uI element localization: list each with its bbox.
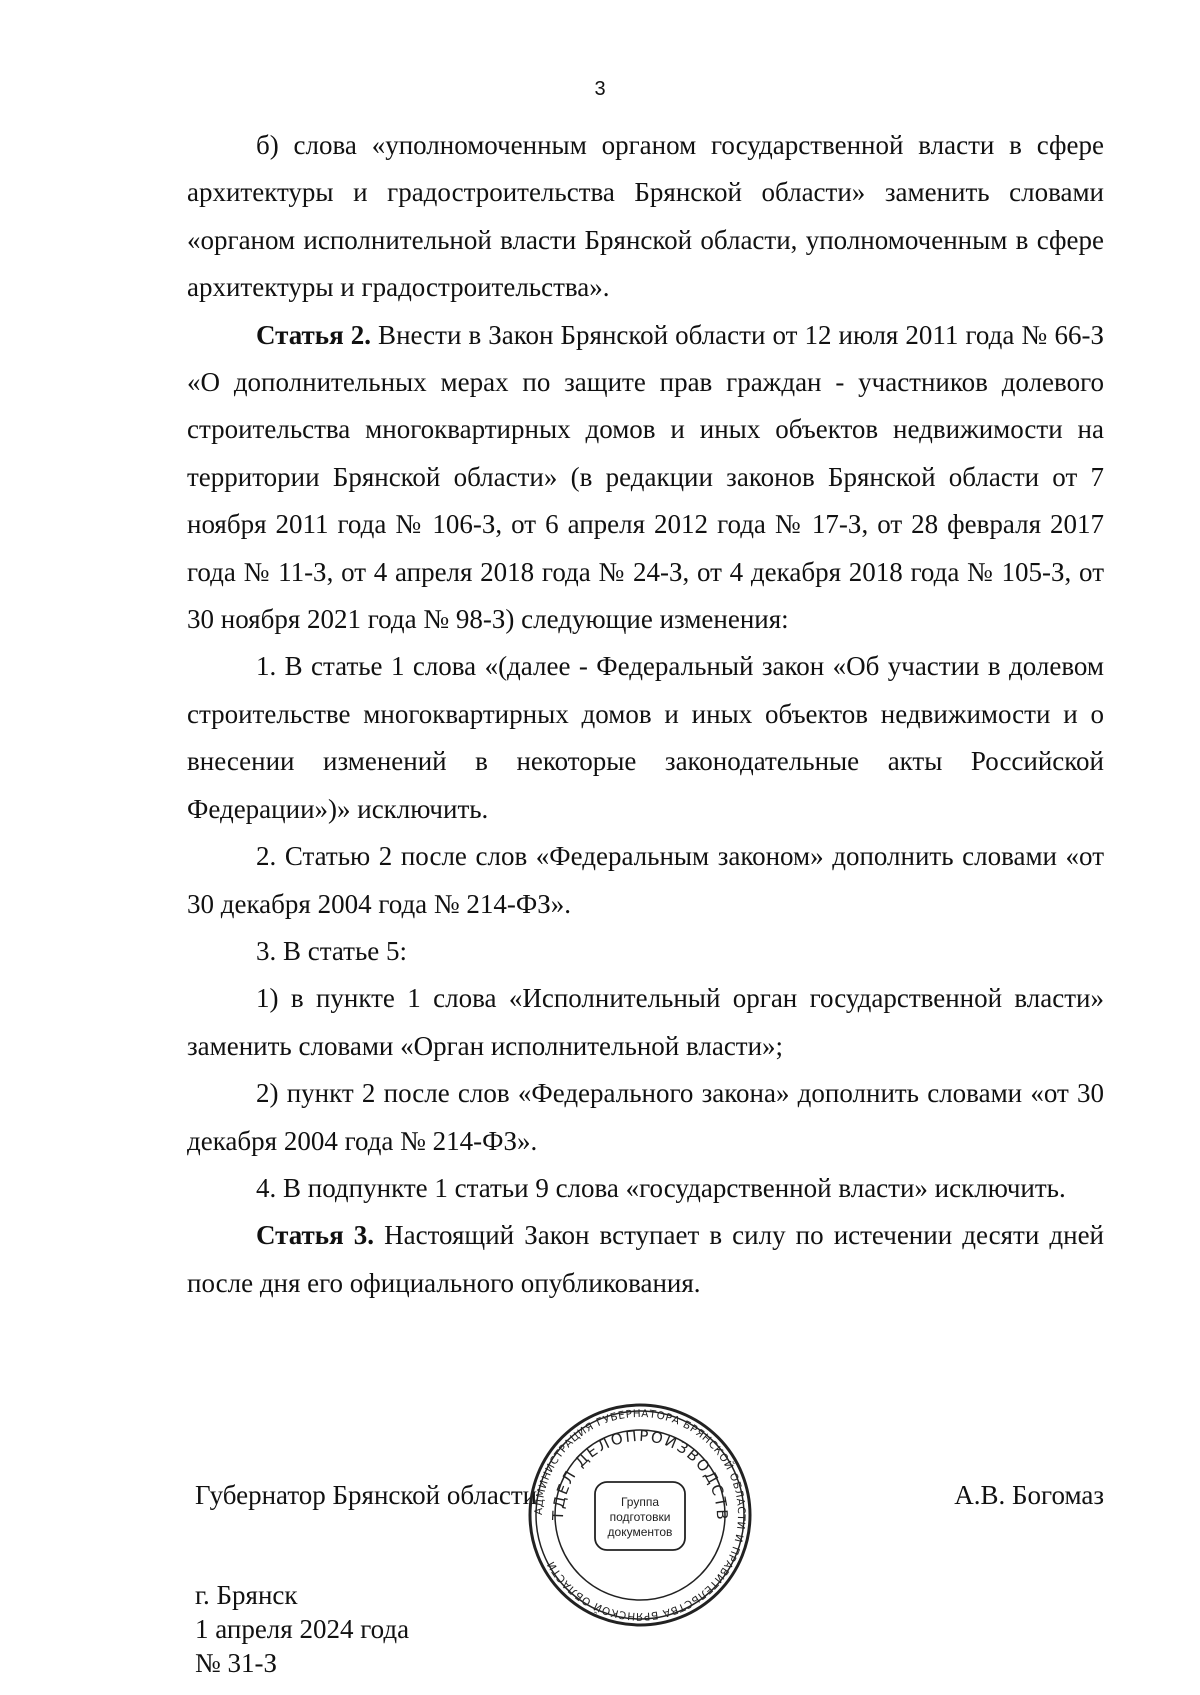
document-footer bbox=[195, 1578, 409, 1680]
paragraph-article-3 bbox=[187, 1212, 1104, 1307]
paragraph-item-2 bbox=[187, 833, 1104, 928]
footer-date: 1 апреля 2024 года bbox=[195, 1614, 410, 1644]
stamp-center-line-3: документов bbox=[607, 1525, 673, 1539]
paragraph-subitem-2 bbox=[187, 1070, 1104, 1165]
paragraph-text: 1. В статье 1 слова «(далее - Федеральный закон «Об участии в долевом строительстве многоквартирных домов и иных объектов недвижимости и о внесении изменений в некоторые законодательные акты Российской Федерации»)» исключить. bbox=[187, 651, 1104, 824]
page-number: 3 bbox=[594, 78, 606, 100]
paragraph-text: 1) в пункте 1 слова «Исполнительный орган государственной власти» заменить словами «Орган исполнительной власти»; bbox=[187, 983, 1104, 1061]
paragraph-item-3 bbox=[187, 928, 1104, 975]
article-3-heading: Статья 3. bbox=[256, 1220, 375, 1251]
paragraph-text: б) слова «уполномоченным органом государственной власти в сфере архитектуры и градостроительства Брянской области» заменить словами «органом исполнительной власти Брянской области, уполномоченным в сфере архитектуры и градостроительства». bbox=[187, 130, 1104, 303]
footer-city: г. Брянск bbox=[195, 1580, 298, 1610]
official-stamp bbox=[525, 1400, 755, 1630]
paragraph-subitem-1 bbox=[187, 975, 1104, 1070]
paragraph-item-4 bbox=[187, 1165, 1104, 1212]
paragraph-text: Настоящий Закон вступает в силу по истечении десяти дней после дня его официального опубликования. bbox=[187, 1220, 1104, 1298]
paragraph-item-1 bbox=[187, 643, 1104, 833]
stamp-outer-text: АДМИНИСТРАЦИЯ ГУБЕРНАТОРА БРЯНСКОЙ ОБЛАСТИ И ПРАВИТЕЛЬСТВА БРЯНСКОЙ ОБЛАСТИ bbox=[532, 1407, 748, 1623]
footer-number: № 31-З bbox=[195, 1648, 278, 1678]
paragraph-article-2 bbox=[187, 312, 1104, 644]
article-2-heading: Статья 2. bbox=[256, 319, 371, 350]
paragraph-text: 2) пункт 2 после слов «Федерального закона» дополнить словами «от 30 декабря 2004 года № 214-ФЗ». bbox=[187, 1078, 1104, 1156]
signatory-name: А.В. Богомаз bbox=[954, 1480, 1104, 1510]
document-body bbox=[187, 122, 1104, 1307]
paragraph-text: 4. В подпункте 1 статьи 9 слова «государственной власти» исключить. bbox=[256, 1172, 1066, 1203]
paragraph-text: Внести в Закон Брянской области от 12 июля 2011 года № 66-З «О дополнительных мерах по защите прав граждан - участников долевого строительства многоквартирных домов и иных объектов недвижимости на территории Брянской области» (в редакции законов Брянской области от 7 ноября 2011 года № 106-З, от 6 апреля 2012 года № 17-З, от 28 февраля 2017 года № 11-З, от 4 апреля 2018 года № 24-З, от 4 декабря 2018 года № 105-З, от 30 ноября 2021 года № 98-З) следующие изменения: bbox=[187, 319, 1105, 635]
paragraph-text: 3. В статье 5: bbox=[256, 935, 408, 966]
stamp-center-line-1: Группа bbox=[620, 1495, 660, 1509]
paragraph-1 bbox=[187, 122, 1104, 312]
stamp-seal-icon bbox=[525, 1400, 755, 1630]
stamp-center-line-2: подготовки bbox=[609, 1510, 671, 1524]
stamp-inner-text: ТДЕЛ ДЕЛОПРОИЗВОДСТВ bbox=[548, 1426, 732, 1522]
paragraph-text: 2. Статью 2 после слов «Федеральным законом» дополнить словами «от 30 декабря 2004 года № 214-ФЗ». bbox=[187, 841, 1104, 919]
signatory-title: Губернатор Брянской области bbox=[195, 1480, 538, 1510]
